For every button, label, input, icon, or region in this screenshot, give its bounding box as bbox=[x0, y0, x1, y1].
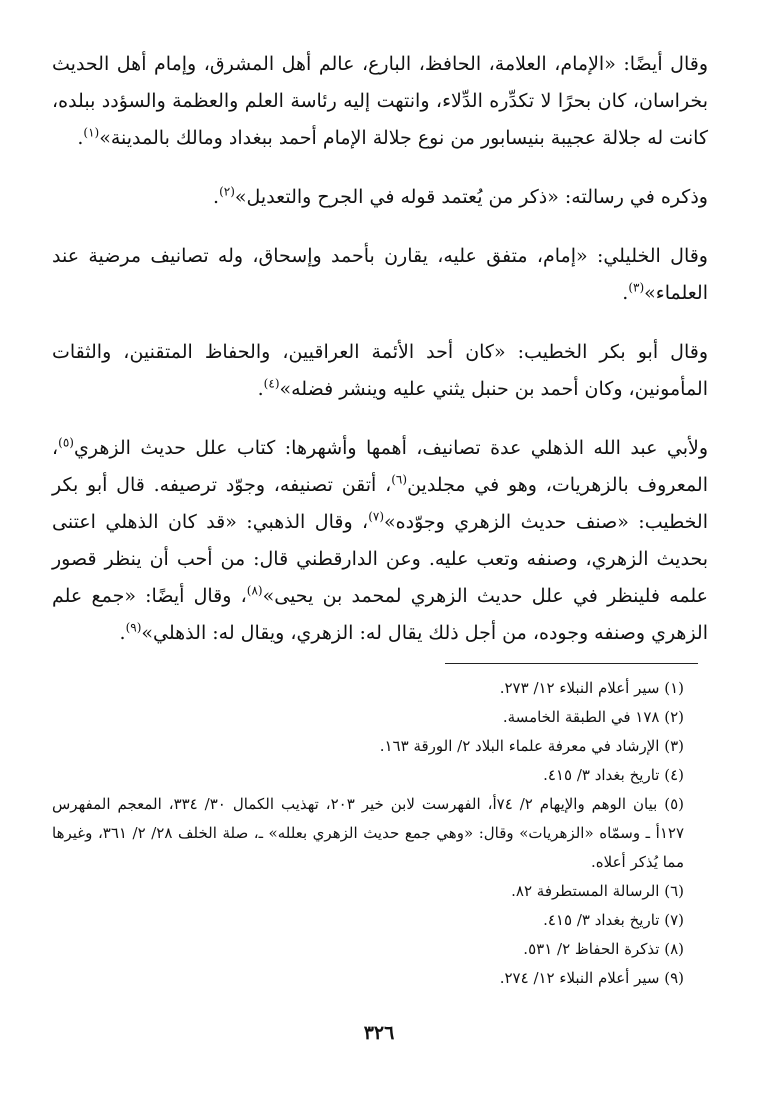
footnote-3: (٣) الإرشاد في معرفة علماء البلاد ٢/ الورقة ١٦٣. bbox=[379, 737, 684, 755]
footnote-ref[interactable]: (٩) bbox=[125, 620, 142, 635]
footnote-ref[interactable]: (١) bbox=[83, 125, 100, 140]
footnote-ref[interactable]: (٣) bbox=[628, 280, 645, 295]
footnote-6: (٦) الرسالة المستطرفة ٨٢. bbox=[511, 882, 684, 900]
footnote-divider bbox=[445, 663, 698, 664]
footnote-4: (٤) تاريخ بغداد ٣/ ٤١٥. bbox=[543, 766, 684, 784]
footnote-5: (٥) بيان الوهم والإيهام ٢/ ٧٤أ، الفهرست لابن خير ٢٠٣، تهذيب الكمال ٣٠/ ٣٣٤، المعجم المفهرس ١٢٧أ ـ وسمّاه «الزهريات» وقال: «وهي جمع حديث الزهري بعلله» ـ، صلة الخلف ٢٨/ ٢/ ٣٦١، وغيرها مما يُذكر أعلاه. bbox=[52, 795, 685, 871]
paragraph-khatib: وقال أبو بكر الخطيب: «كان أحد الأئمة العراقيين، والحفاظ المتقنين، والثقات المأمونين، وكان أحمد بن حنبل يثني عليه وينشر فضله»$^{(٤)}$. bbox=[52, 341, 708, 400]
footnote-ref[interactable]: (٨) bbox=[246, 583, 263, 598]
footnote-ref[interactable]: (٤) bbox=[263, 376, 280, 391]
page-number: ٣٢٦ bbox=[363, 1022, 395, 1044]
footnote-2: (٢) ١٧٨ في الطبقة الخامسة. bbox=[502, 708, 684, 726]
paragraph-khalili: وقال الخليلي: «إمام، متفق عليه، يقارن بأحمد وإسحاق، وله تصانيف مرضية عند العلماء»$^{(٣)}$. bbox=[52, 245, 708, 304]
footnote-9: (٩) سير أعلام النبلاء ١٢/ ٢٧٤. bbox=[499, 969, 684, 987]
footnote-ref[interactable]: (٦) bbox=[391, 472, 408, 487]
footnote-8: (٨) تذكرة الحفاظ ٢/ ٥٣١. bbox=[523, 940, 684, 958]
footnote-7: (٧) تاريخ بغداد ٣/ ٤١٥. bbox=[543, 911, 684, 929]
footnote-ref[interactable]: (٢) bbox=[219, 184, 235, 199]
paragraph-dhahabi-quote: وقال أيضًا: «الإمام، العلامة، الحافظ، البارع، عالم أهل المشرق، وإمام أهل الحديث بخراسان، كان بحرًا لا تكدِّره الدِّلاء، وانتهت إليه رئاسة العلم والعظمة والسؤدد ببلده، كانت له جلالة عجيبة بنيسابور من نوع جلالة الإمام أحمد ببغداد ومالك بالمدينة»$^{(١)}$. bbox=[52, 53, 708, 149]
paragraph-risala: وذكره في رسالته: «ذكر من يُعتمد قوله في الجرح والتعديل»$^{(٢)}$. bbox=[213, 184, 708, 208]
footnote-ref[interactable]: (٧) bbox=[368, 509, 385, 524]
footnotes bbox=[52, 674, 708, 993]
footnote-ref[interactable]: (٥) bbox=[58, 435, 74, 450]
body-text bbox=[52, 46, 708, 674]
footnote-1: (١) سير أعلام النبلاء ١٢/ ٢٧٣. bbox=[499, 679, 684, 697]
paragraph-works: ولأبي عبد الله الذهلي عدة تصانيف، أهمها وأشهرها: كتاب علل حديث الزهري$^{(٥)}$، المعروف بالزهريات، وهو في مجلدين$^{(٦)}$، أتقن تصنيفه، وجوّد ترصيفه. قال أبو بكر الخطيب: «صنف حديث الزهري وجوّده»$^{(٧)}$، وقال الذهبي: «قد كان الذهلي اعتنى بحديث الزهري، وصنفه وتعب عليه. وعن الدارقطني قال: من أحب أن ينظر قصور علمه فلينظر في علل حديث الزهري لمحمد بن يحيى»$^{(٨)}$، وقال أيضًا: «جمع علم الزهري وصنفه وجوده، من أجل ذلك يقال له: الزهري، ويقال له: الذهلي»$^{(٩)}$. bbox=[52, 435, 708, 644]
